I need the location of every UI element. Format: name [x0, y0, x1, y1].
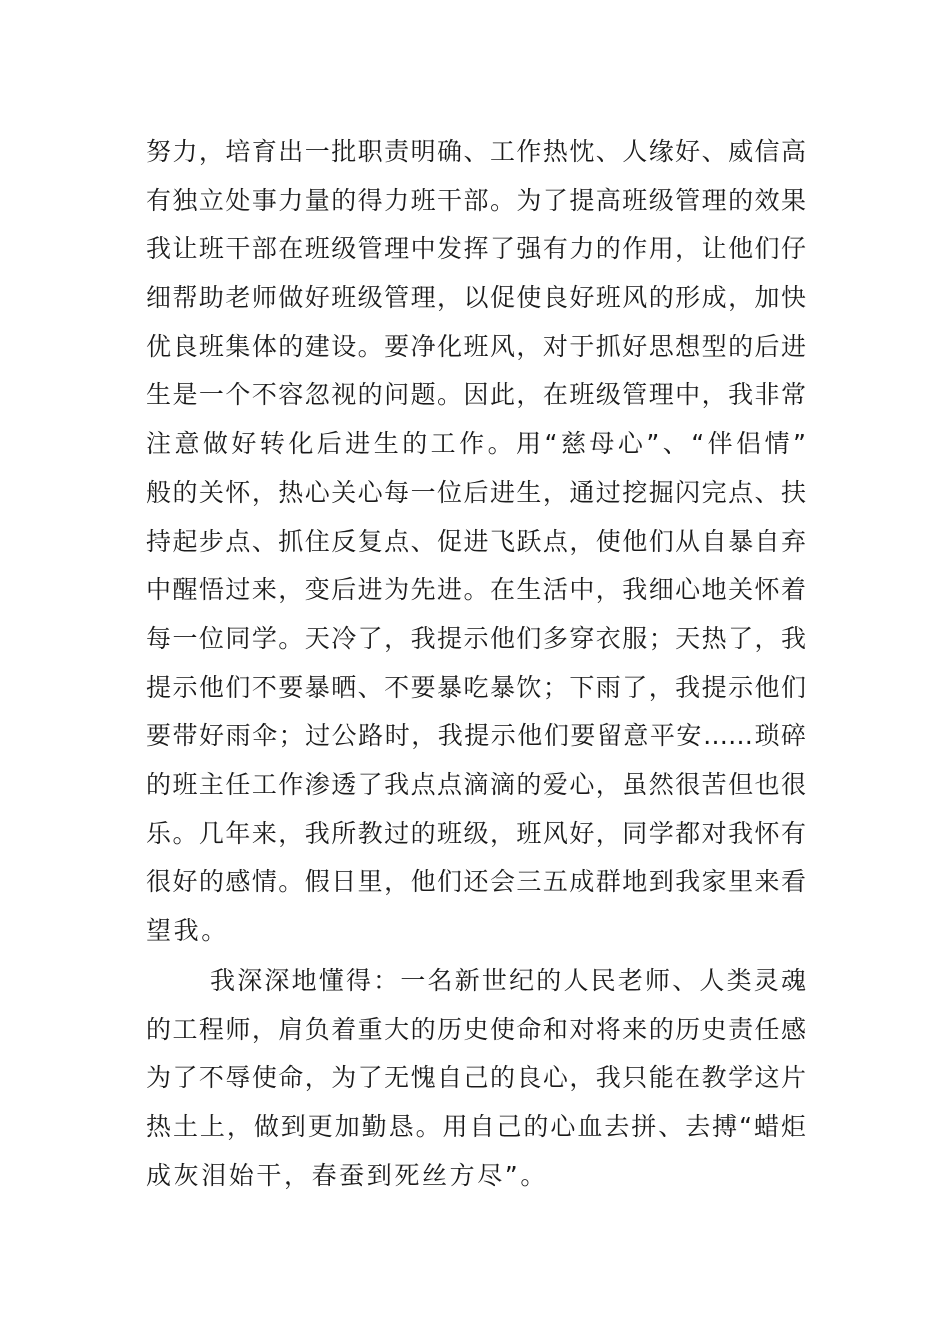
text-line: 乐。几年来，我所教过的班级，班风好，同学都对我怀有	[146, 818, 806, 848]
text-line-indented: 我深深地懂得：一名新世纪的人民老师、人类灵魂	[210, 966, 806, 995]
text-line: 注意做好转化后进生的工作。用“慈母心”、“伴侣情”	[146, 429, 806, 459]
text-line: 很好的感情。假日里，他们还会三五成群地到我家里来看	[146, 867, 806, 897]
text-line: 有独立处事力量的得力班干部。为了提高班级管理的效果	[146, 185, 806, 215]
paragraph-1	[146, 128, 806, 956]
text-line: 我让班干部在班级管理中发挥了强有力的作用，让他们仔	[146, 234, 806, 264]
text-line: 热土上，做到更加勤恳。用自己的心血去拼、去搏“蜡炬	[146, 1112, 806, 1142]
text-line-last: 望我。	[146, 916, 229, 945]
text-line-last: 成灰泪始干，春蚕到死丝方尽”。	[146, 1160, 548, 1190]
text-line: 的班主任工作渗透了我点点滴滴的爱心，虽然很苦但也很	[146, 769, 806, 799]
text-line: 为了不辱使命，为了无愧自己的良心，我只能在教学这片	[146, 1063, 806, 1093]
text-line: 努力，培育出一批职责明确、工作热忱、人缘好、威信高	[146, 137, 806, 166]
text-line: 每一位同学。天冷了，我提示他们多穿衣服；天热了，我	[146, 623, 806, 653]
text-line: 要带好雨伞；过公路时，我提示他们要留意平安……琐碎	[146, 721, 806, 751]
text-line: 生是一个不容忽视的问题。因此，在班级管理中，我非常	[146, 380, 806, 410]
text-line: 提示他们不要暴晒、不要暴吃暴饮；下雨了，我提示他们	[146, 672, 806, 702]
text-line: 的工程师，肩负着重大的历史使命和对将来的历史责任感	[146, 1014, 806, 1044]
text-line: 持起步点、抓住反复点、促进飞跃点，使他们从自暴自弃	[146, 526, 806, 556]
text-line: 般的关怀，热心关心每一位后进生，通过挖掘闪完点、扶	[146, 477, 806, 507]
text-line: 细帮助老师做好班级管理，以促使良好班风的形成，加快	[146, 283, 806, 313]
text-line: 优良班集体的建设。要净化班风，对于抓好思想型的后进	[146, 331, 806, 361]
text-line: 中醒悟过来，变后进为先进。在生活中，我细心地关怀着	[146, 575, 806, 605]
paragraph-2	[146, 957, 806, 1200]
